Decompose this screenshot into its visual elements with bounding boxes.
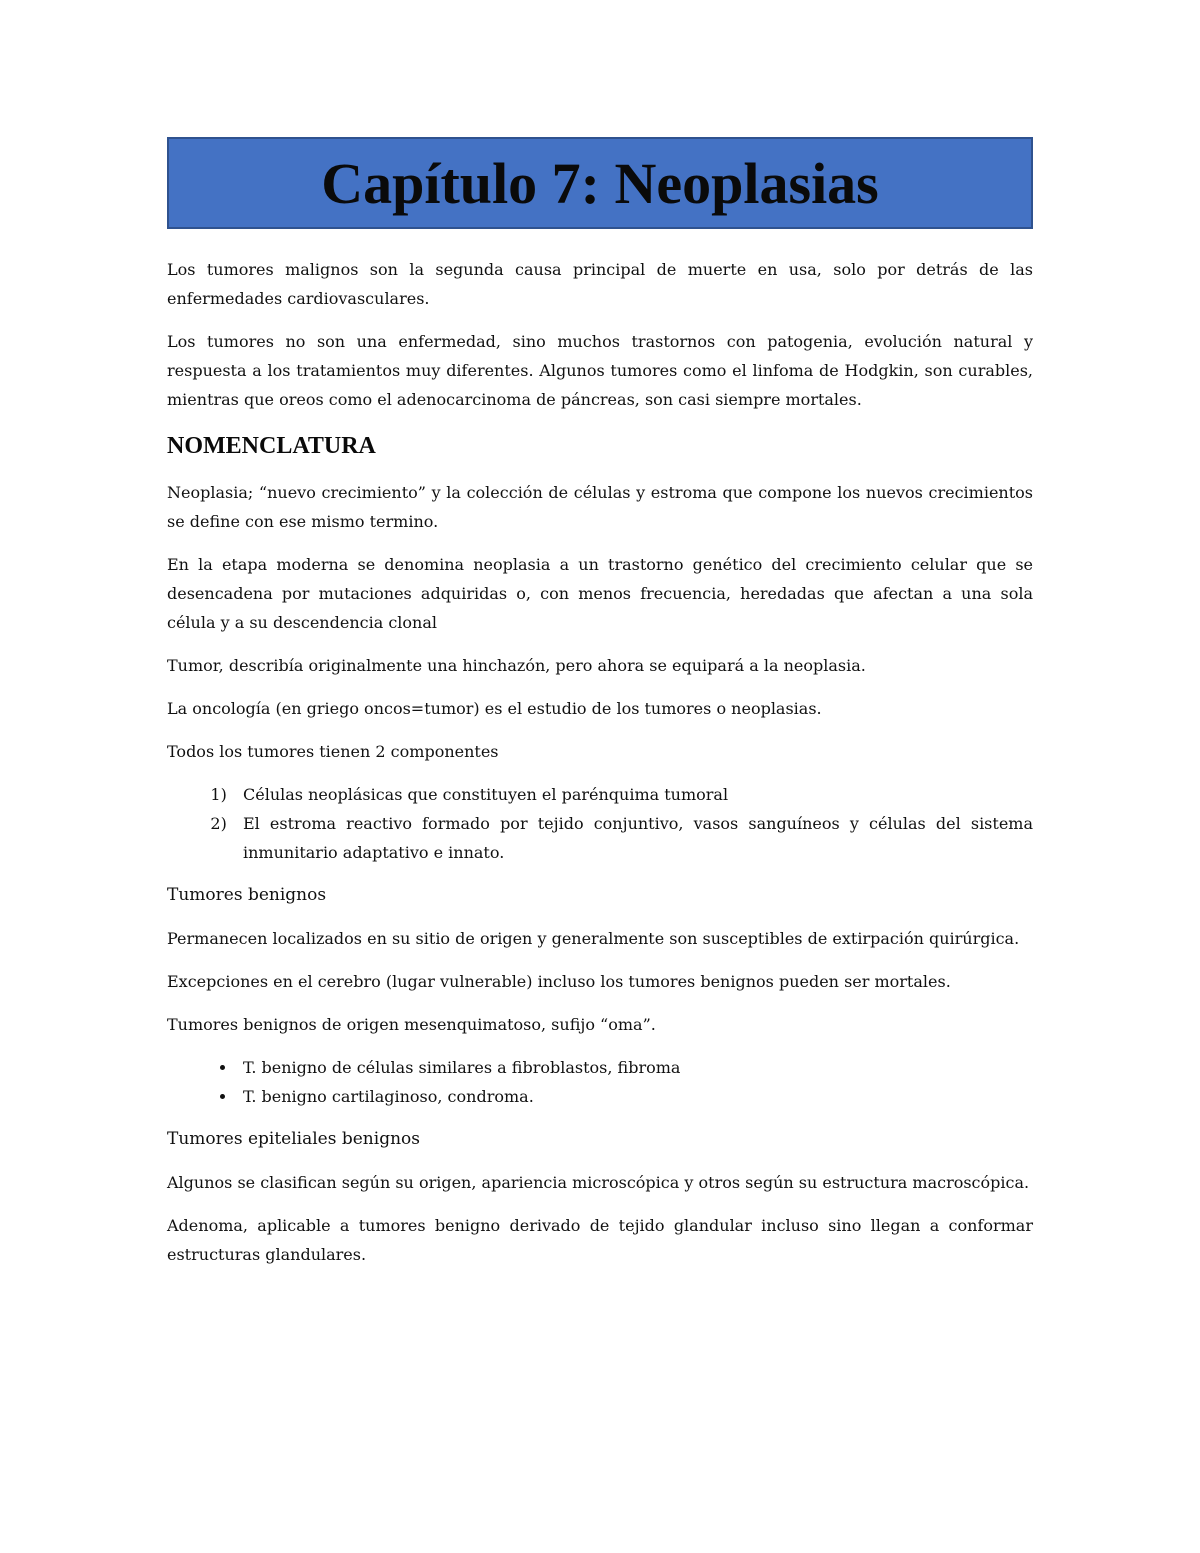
paragraph-epiteliales-1: Algunos se clasifican según su origen, apariencia microscópica y otros según su estructura macroscópica. <box>167 1173 1030 1192</box>
paragraph-oncologia: La oncología (en griego oncos=tumor) es el estudio de los tumores o neoplasias. <box>167 699 822 718</box>
paragraph-intro-1: Los tumores malignos son la segunda causa principal de muerte en usa, solo por detrás de las enfermedades cardiovasculares. <box>167 260 1033 308</box>
page-title: Capítulo 7: Neoplasias <box>321 150 879 216</box>
subheading-tumores-epiteliales: Tumores epiteliales benignos <box>167 1129 420 1149</box>
list-item: 1. Células neoplásicas que constituyen el parénquima tumoral <box>237 780 1033 809</box>
componentes-list <box>167 780 1033 867</box>
paragraph-neoplasia: Neoplasia; “nuevo crecimiento” y la colección de células y estroma que compone los nuevos crecimientos se define con ese mismo termino. <box>167 483 1033 531</box>
paragraph-benignos-3: Tumores benignos de origen mesenquimatoso, sufijo “oma”. <box>167 1015 656 1034</box>
subheading-tumores-benignos: Tumores benignos <box>167 885 327 905</box>
paragraph-epiteliales-2: Adenoma, aplicable a tumores benigno derivado de tejido glandular incluso sino llegan a conformar estructuras glandulares. <box>167 1216 1033 1264</box>
paragraph-benignos-2: Excepciones en el cerebro (lugar vulnerable) incluso los tumores benignos pueden ser mortales. <box>167 972 951 991</box>
paragraph-componentes-intro: Todos los tumores tienen 2 componentes <box>167 742 499 761</box>
mesenquimatoso-list <box>167 1053 1033 1111</box>
document-page <box>167 137 1033 1283</box>
title-banner <box>167 137 1033 229</box>
paragraph-intro-2: Los tumores no son una enfermedad, sino muchos trastornos con patogenia, evolución natural y respuesta a los tratamientos muy diferentes. Algunos tumores como el linfoma de Hodgkin, son curables, mientras que oreos como el adenocarcinoma de páncreas, son casi siempre mortales. <box>167 332 1033 409</box>
list-item: 2. El estroma reactivo formado por tejido conjuntivo, vasos sanguíneos y células del sistema inmunitario adaptativo e innato. <box>237 809 1033 867</box>
list-item: • T. benigno cartilaginoso, condroma. <box>237 1082 1033 1111</box>
paragraph-etapa-moderna: En la etapa moderna se denomina neoplasia a un trastorno genético del crecimiento celular que se desencadena por mutaciones adquiridas o, con menos frecuencia, heredadas que afectan a una sola célula y a su descendencia clonal <box>167 555 1033 632</box>
list-item: • T. benigno de células similares a fibroblastos, fibroma <box>237 1053 1033 1082</box>
paragraph-tumor: Tumor, describía originalmente una hinchazón, pero ahora se equipará a la neoplasia. <box>167 656 866 675</box>
section-heading-nomenclatura: NOMENCLATURA <box>167 433 376 459</box>
paragraph-benignos-1: Permanecen localizados en su sitio de origen y generalmente son susceptibles de extirpación quirúrgica. <box>167 929 1020 948</box>
